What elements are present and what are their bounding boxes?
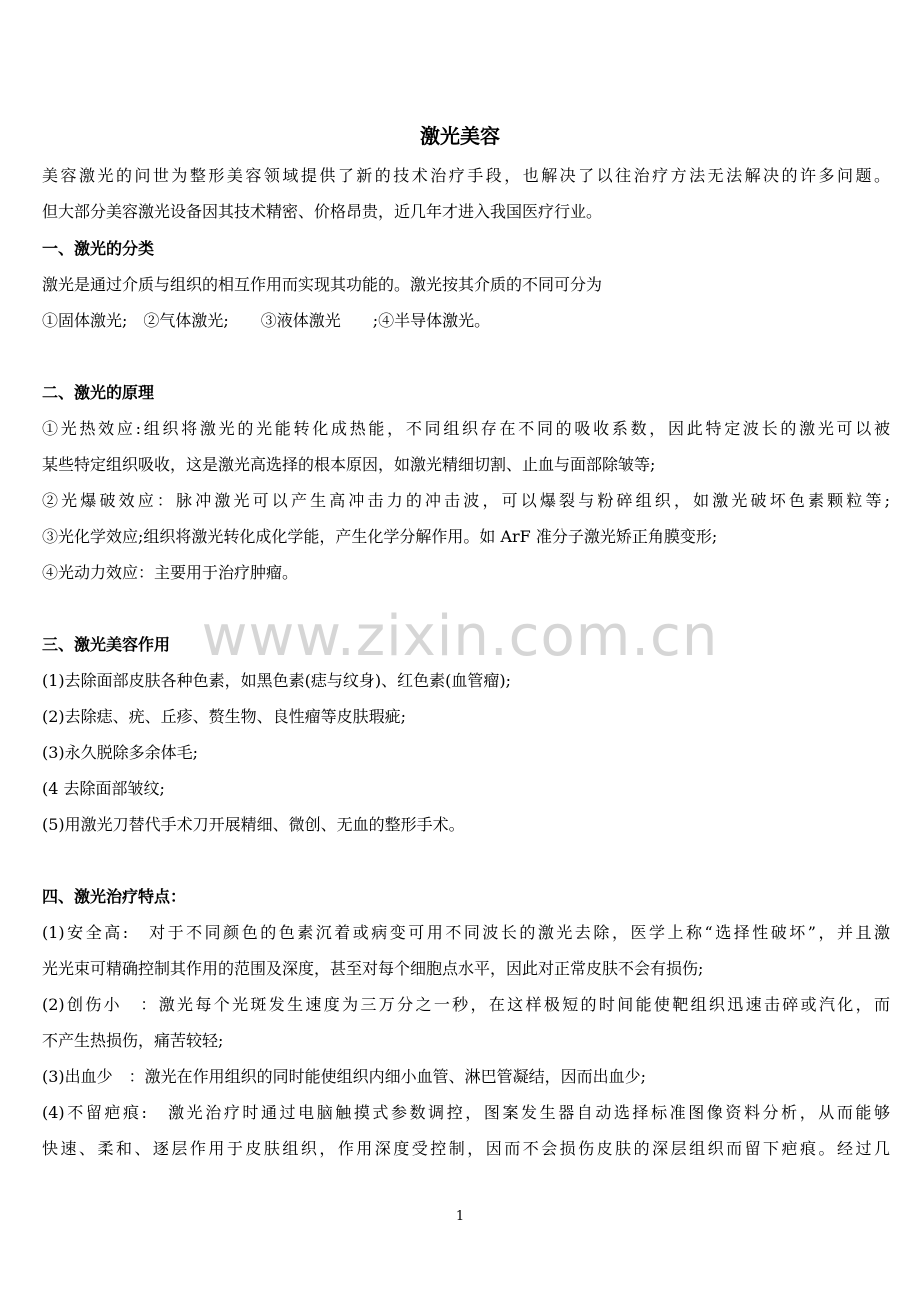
page-title: 激光美容: [420, 124, 500, 148]
paragraph-line: (1)安全高: 对于不同颜色的色素沉着或病变可用不同波长的激光去除，医学上称“选择性破坏”，并且激: [42, 923, 890, 942]
section-heading-cosmetic-effects: 三、激光美容作用: [42, 635, 171, 654]
paragraph-line: (4)不留疤痕: 激光治疗时通过电脑触摸式参数调控，图案发生器自动选择标准图像资料分析，从而能够: [42, 1103, 890, 1122]
paragraph-line: ③光化学效应;组织将激光转化成化学能，产生化学分解作用。如 ArF 准分子激光矫正角膜变形;: [42, 527, 718, 546]
intro-line-2: 但大部分美容激光设备因其技术精密、价格昂贵，近几年才进入我国医疗行业。: [42, 202, 603, 221]
paragraph-line: ②光爆破效应：脉冲激光可以产生高冲击力的冲击波，可以爆裂与粉碎组织，如激光破坏色素颗粒等;: [42, 491, 890, 510]
section-heading-classification: 一、激光的分类: [42, 239, 155, 258]
paragraph-line: 激光是通过介质与组织的相互作用而实现其功能的。激光按其介质的不同可分为: [42, 275, 603, 294]
page-number: 1: [455, 1209, 465, 1224]
list-item: (1)去除面部皮肤各种色素，如黑色素(痣与纹身)、红色素(血管瘤);: [42, 671, 512, 690]
intro-line-1: 美容激光的问世为整形美容领域提供了新的技术治疗手段，也解决了以往治疗方法无法解决的许多问题。: [42, 166, 890, 185]
list-item: (4 去除面部皱纹;: [42, 779, 165, 798]
paragraph-line: ①固体激光; ②气体激光; ③液体激光 ;④半导体激光。: [42, 311, 491, 330]
paragraph-line: (2)创伤小 ：激光每个光斑发生速度为三万分之一秒，在这样极短的时间能使靶组织迅速击碎或汽化，而: [42, 995, 890, 1014]
list-item: (3)永久脱除多余体毛;: [42, 743, 199, 762]
paragraph-line: ④光动力效应：主要用于治疗肿瘤。: [42, 563, 299, 582]
list-item: (2)去除痣、疣、丘疹、赘生物、良性瘤等皮肤瑕疵;: [42, 707, 407, 726]
paragraph-line: (3)出血少 ：激光在作用组织的同时能使组织内细小血管、淋巴管凝结，因而出血少;: [42, 1067, 647, 1086]
section-heading-treatment-features: 四、激光治疗特点：: [42, 887, 187, 906]
paragraph-line: 某些特定组织吸收，这是激光高选择的根本原因，如激光精细切割、止血与面部除皱等;: [42, 455, 656, 474]
paragraph-line: ①光热效应:组织将激光的光能转化成热能，不同组织存在不同的吸收系数，因此特定波长的激光可以被: [42, 419, 890, 438]
section-heading-principle: 二、激光的原理: [42, 383, 155, 402]
paragraph-line: 快速、柔和、逐层作用于皮肤组织，作用深度受控制，因而不会损伤皮肤的深层组织而留下疤痕。经过几: [42, 1139, 890, 1158]
list-item: (5)用激光刀替代手术刀开展精细、微创、无血的整形手术。: [42, 815, 465, 834]
paragraph-line: 不产生热损伤，痛苦较轻;: [42, 1031, 224, 1050]
watermark: www.zixin.com.cn: [201, 604, 719, 669]
paragraph-line: 光光束可精确控制其作用的范围及深度，甚至对每个细胞点水平，因此对正常皮肤不会有损伤;: [42, 959, 704, 978]
